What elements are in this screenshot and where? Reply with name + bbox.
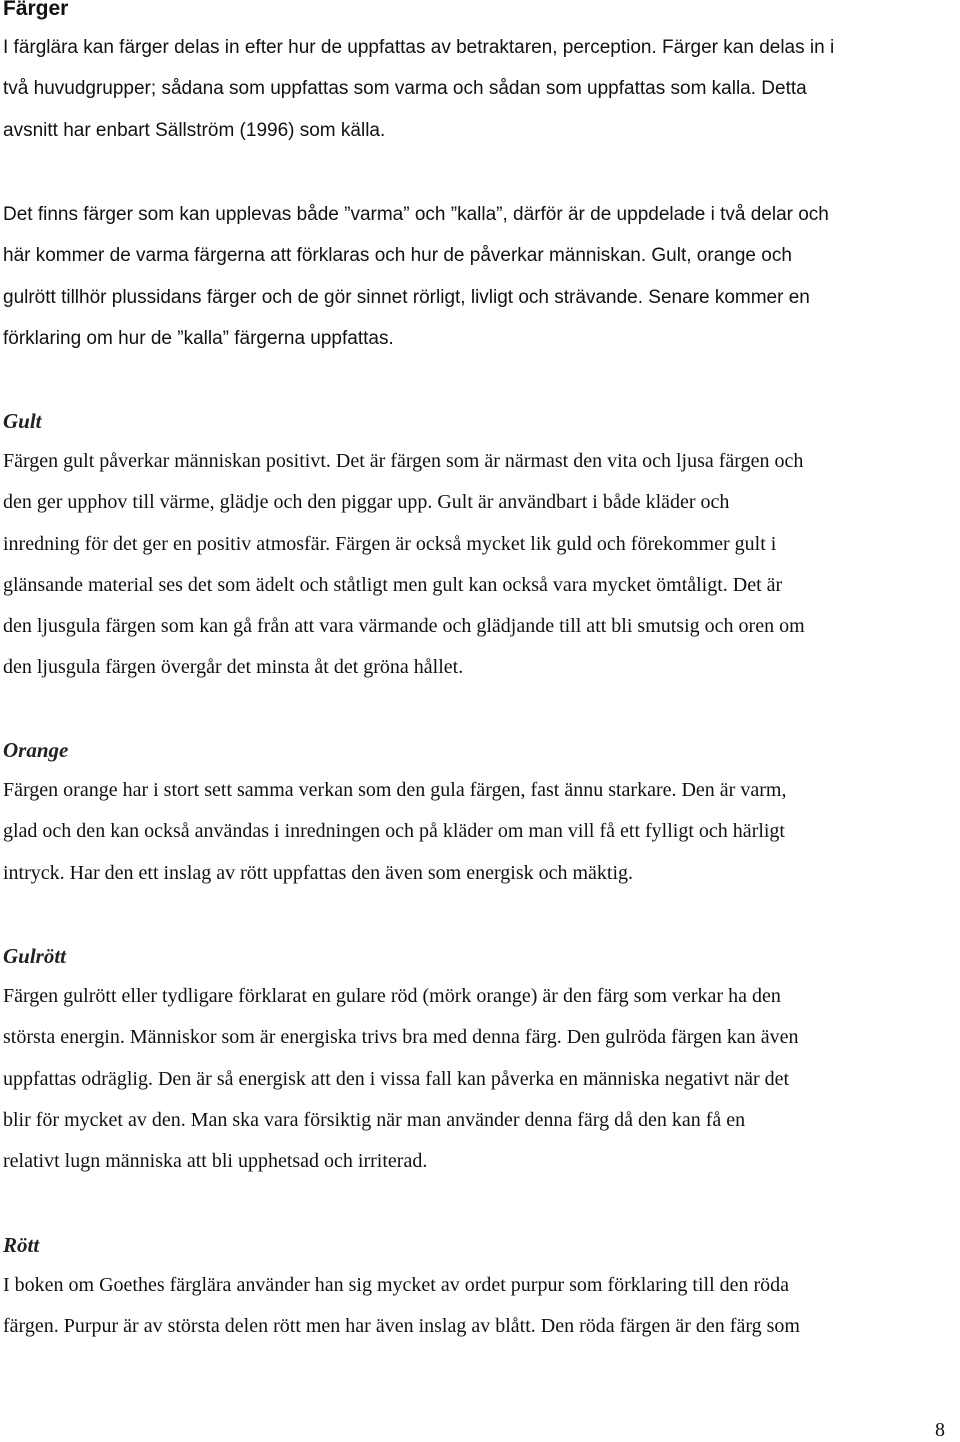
body-line: Färgen orange har i stort sett samma verkan som den gula färgen, fast ännu starkare. Den är varm, xyxy=(3,779,787,801)
body-line: den ljusgula färgen övergår det minsta åt det gröna hållet. xyxy=(3,656,464,679)
section-body-gulrott xyxy=(3,976,959,1182)
intro-line: två huvudgrupper; sådana som uppfattas som varma och sådan som uppfattas som kalla. Detta xyxy=(3,78,807,100)
body-line: uppfattas odräglig. Den är så energisk att den i vissa fall kan påverka en människa negativt när det xyxy=(3,1067,790,1090)
body-line: den ljusgula färgen som kan gå från att vara värmande och glädjande till att bli smutsig och oren om xyxy=(3,615,805,638)
body-line: Färgen gulrött eller tydligare förklarat en gulare röd (mörk orange) är den färg som verkar ha den xyxy=(3,985,781,1007)
body-line: glad och den kan också användas i inredningen och på kläder om man vill få ett fylligt och härligt xyxy=(3,820,785,843)
overview-line: Det finns färger som kan upplevas både ”varma” och ”kalla”, därför är de uppdelade i två delar och xyxy=(3,204,829,225)
body-line: I boken om Goethes färglära använder han sig mycket av ordet purpur som förklaring till den röda xyxy=(3,1274,790,1296)
section-heading-gulrott: Gulrött xyxy=(3,944,67,968)
body-line: intryck. Har den ett inslag av rött uppfattas den även som energisk och mäktig. xyxy=(3,861,634,884)
overview-line: gulrött tillhör plussidans färger och de gör sinnet rörligt, livligt och strävande. Senare kommer en xyxy=(3,286,810,308)
section-body-rott xyxy=(3,1265,959,1348)
body-line: Färgen gult påverkar människan positivt. Det är färgen som är närmast den vita och ljusa färgen och xyxy=(3,450,804,472)
section-heading-rott: Rött xyxy=(3,1233,40,1257)
body-line: största energin. Människor som är energiska trivs bra med denna färg. Den gulröda färgen kan även xyxy=(3,1026,799,1049)
overview-line: förklaring om hur de ”kalla” färgerna uppfattas. xyxy=(3,327,394,349)
body-line: relativt lugn människa att bli upphetsad och irriterad. xyxy=(3,1150,428,1173)
intro-line: I färglära kan färger delas in efter hur de uppfattas av betraktaren, perception. Färger kan delas in i xyxy=(3,37,835,58)
intro-line: avsnitt har enbart Sällström (1996) som källa. xyxy=(3,119,386,141)
section-heading-orange: Orange xyxy=(3,738,69,762)
overview-paragraph xyxy=(3,194,959,359)
section-body-orange xyxy=(3,770,959,894)
section-body-gult xyxy=(3,441,959,689)
page-title: Färger xyxy=(3,0,69,20)
body-line: färgen. Purpur är av största delen rött men har även inslag av blått. Den röda färgen är den färg som xyxy=(3,1315,800,1338)
section-heading-gult: Gult xyxy=(3,409,42,433)
intro-paragraph xyxy=(3,27,959,151)
body-line: inredning för det ger en positiv atmosfär. Färgen är också mycket lik guld och förekommer gult i xyxy=(3,532,777,555)
body-line: blir för mycket av den. Man ska vara försiktig när man använder denna färg då den kan få en xyxy=(3,1108,746,1131)
body-line: glänsande material ses det som ädelt och ståtligt men gult kan också vara mycket ömtåligt. Det är xyxy=(3,573,783,596)
overview-line: här kommer de varma färgerna att förklaras och hur de påverkar människan. Gult, orange och xyxy=(3,245,792,267)
page-number: 8 xyxy=(935,1419,945,1441)
body-line: den ger upphov till värme, glädje och den piggar upp. Gult är användbart i både kläder och xyxy=(3,491,730,514)
